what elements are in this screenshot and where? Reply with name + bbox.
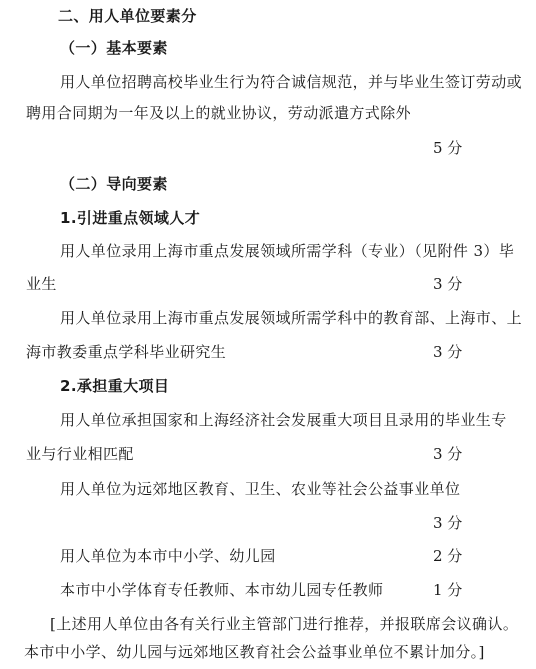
basic-heading: （一）基本要素 <box>60 39 168 57</box>
sub2-item2-line1: 用人单位为远郊地区教育、卫生、农业等社会公益事业单位 <box>60 480 461 498</box>
sub2-item4-line1: 本市中小学体育专任教师、本市幼儿园专任教师 <box>60 581 384 599</box>
sub1-heading: 1.引进重点领域人才 <box>60 209 201 227</box>
sub1-item2-line2: 海市教委重点学科毕业研究生 <box>26 343 227 361</box>
sub2-item3-score: 2 分 <box>433 547 463 565</box>
basic-text-line2: 聘用合同期为一年及以上的就业协议，劳动派遣方式除外 <box>26 104 412 122</box>
sub2-item4-score: 1 分 <box>433 581 463 599</box>
sub1-item2-line1: 用人单位录用上海市重点发展领域所需学科中的教育部、上海市、上 <box>60 309 523 327</box>
note-line1: [上述用人单位由各有关行业主管部门进行推荐，并报联席会议确认。 <box>50 615 519 633</box>
sub2-item1-line2: 业与行业相匹配 <box>26 445 134 463</box>
basic-score: 5 分 <box>433 139 463 157</box>
sub1-item2-score: 3 分 <box>433 343 463 361</box>
sub1-item1-line2: 业生 <box>26 275 57 293</box>
sub2-item3-line1: 用人单位为本市中小学、幼儿园 <box>60 547 276 565</box>
sub2-item1-line1: 用人单位承担国家和上海经济社会发展重大项目且录用的毕业生专 <box>60 411 507 429</box>
sub1-item1-line1: 用人单位录用上海市重点发展领域所需学科（专业）（见附件 3）毕 <box>60 242 515 260</box>
sub2-heading: 2.承担重大项目 <box>60 377 170 395</box>
note-line2: 本市中小学、幼儿园与远郊地区教育社会公益事业单位不累计加分。] <box>24 643 485 661</box>
section-title: 二、用人单位要素分 <box>58 7 197 25</box>
sub1-item1-score: 3 分 <box>433 275 463 293</box>
sub2-item1-score: 3 分 <box>433 445 463 463</box>
sub2-item2-score: 3 分 <box>433 514 463 532</box>
guide-heading: （二）导向要素 <box>60 175 168 193</box>
basic-text-line1: 用人单位招聘高校毕业生行为符合诚信规范，并与毕业生签订劳动或 <box>60 73 523 91</box>
